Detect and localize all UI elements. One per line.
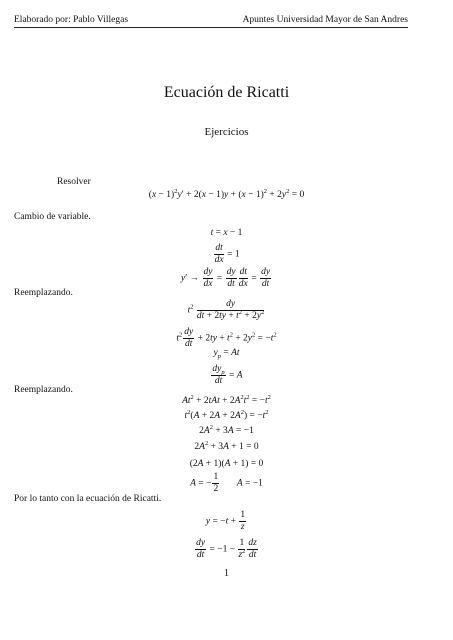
- label-reemplazando-1: Reemplazando.: [14, 288, 73, 298]
- equation-step-5: (2A + 1)(A + 1) = 0: [189, 459, 264, 469]
- equation-chain-rule: y′ → $\frac{dy}{dx}$ = $\frac{dy}{dt}$ $\frac{dt}{dx}$ = $\frac{dy}{dt}$: [180, 267, 271, 289]
- equation-step-2: $t^2(A + 2A + 2A^2) = -t^2$: [184, 408, 269, 421]
- label-cambio: Cambio de variable.: [14, 212, 91, 222]
- section-subtitle: Ejercicios: [204, 126, 249, 138]
- equation-step-3: $2A^2 + 3A = -1$: [199, 423, 254, 436]
- header-rule: [14, 27, 408, 28]
- equation-main: $(x - 1)^2y' + 2(x - 1)y + (x - 1)^2 + 2y^2 = 0$: [148, 187, 305, 200]
- header-author: Elaborado por: Pablo Villegas: [14, 15, 129, 25]
- equation-dtdx: $\frac{dt}{dx}$ = 1: [214, 243, 240, 265]
- label-resolver: Resolver: [57, 177, 91, 187]
- equation-step-1: $At^2 + 2tAt + 2A^2t^2 = -t^2$: [182, 393, 271, 406]
- equation-substitution: y = −t + $\frac{1}{z}$: [205, 510, 246, 532]
- equation-particular-derivative: $\frac{dy_p}{dt}$ = A: [212, 364, 243, 386]
- equation-sub-t: t = x − 1: [210, 228, 243, 238]
- equation-roots: A = − $\frac{1}{2}$ A = −1: [190, 472, 263, 494]
- label-por-lo-tanto: Por lo tanto con la ecuación de Ricatti.: [14, 494, 162, 504]
- document-title: Ecuación de Ricatti: [163, 84, 290, 101]
- header-course: Apuntes Universidad Mayor de San Andres: [242, 15, 408, 25]
- equation-replaced-1: $t^2$ $\frac{dy}{dt + 2ty + t^2 + 2y^2}$: [187, 299, 265, 321]
- equation-final-derivative: $\frac{dy}{dt}$ = −1 − $\frac{1}{z^2}$ $\frac{dz}{dt}$: [196, 538, 257, 560]
- label-reemplazando-2: Reemplazando.: [14, 385, 73, 395]
- equation-step-4: $2A^2 + 3A + 1 = 0$: [194, 439, 259, 452]
- equation-particular: $y_p = At$: [213, 348, 240, 360]
- page-number: 1: [224, 568, 229, 579]
- equation-replaced-2: $t^2$ $\frac{dy}{dt}$ + $2ty + t^2 + 2y^2 = -t^2$: [176, 327, 277, 349]
